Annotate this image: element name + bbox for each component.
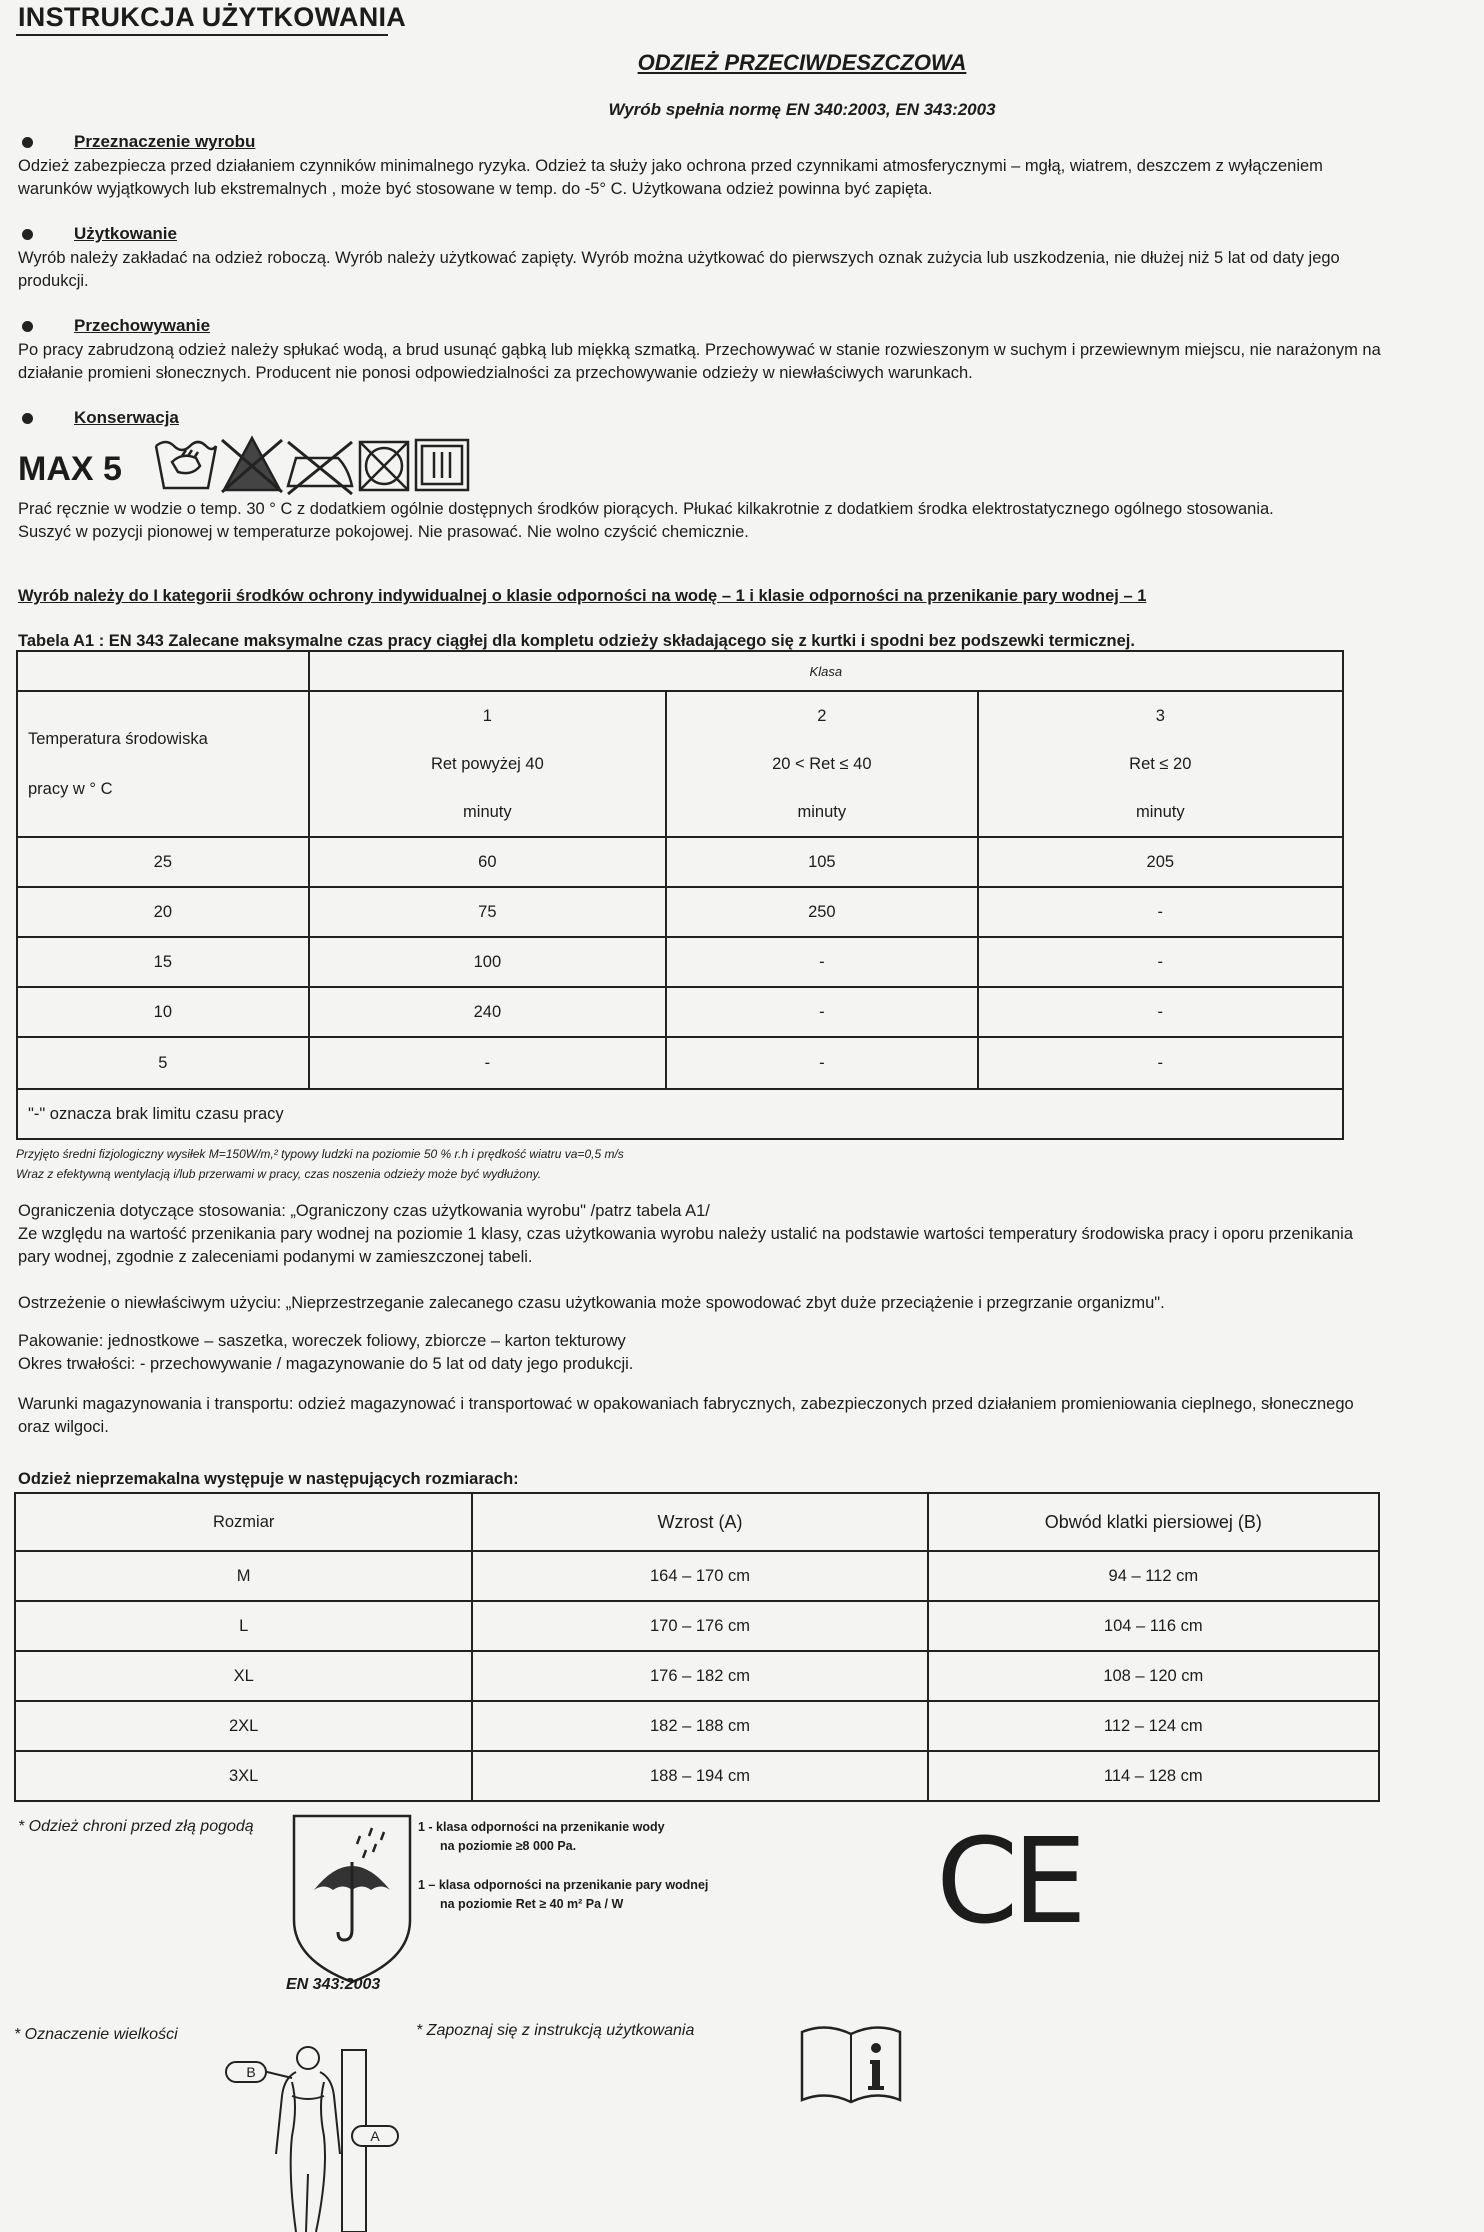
class-number: 3 (1155, 707, 1165, 725)
class-description: Ret ≤ 20 (1129, 755, 1192, 773)
text-line: na poziomie Ret ≥ 40 m² Pa / W (440, 1897, 624, 1911)
table-cell: - (978, 1037, 1343, 1089)
section-text-storage (18, 339, 1458, 385)
table-cell: 104 – 116 cm (928, 1601, 1379, 1651)
text-line: Ze względu na wartość przenikania pary wodnej na poziomie 1 klasy, czas użytkowania wyrobu należy ustalić na podstawie wartości temperatury środowiska pracy i oporu przenikania (18, 1225, 1354, 1243)
table-cell: - (978, 937, 1343, 987)
table-cell: - (978, 887, 1343, 937)
class-description: Ret powyżej 40 (430, 755, 544, 773)
max-wash-label: MAX 5 (18, 450, 122, 488)
text-line: oraz wilgoci. (18, 1418, 109, 1436)
table-row (17, 937, 1343, 987)
text-line: produkcji. (18, 272, 89, 290)
text-line: pary wodnej, zgodnie z zaleceniami podanymi w zamieszczonej tabeli. (18, 1248, 533, 1266)
table-cell: 188 – 194 cm (472, 1751, 927, 1801)
class-unit: minuty (797, 803, 847, 821)
page-header: INSTRUKCJA UŻYTKOWANIA (18, 2, 407, 32)
weather-note: * Odzież chroni przed złą pogodą (18, 1818, 254, 1835)
text-line: Prać ręcznie w wodzie o temp. 30 ° C z dodatkiem ogólnie dostępnych środków piorących. Płukać kilkakrotnie z dodatkiem środka elektrostatycznego ogólnego stosowania. (18, 500, 1274, 518)
norm-label: EN 343:2003 (286, 1976, 381, 1993)
text-line: 1 - klasa odporności na przenikanie wody (418, 1820, 665, 1834)
text-line: warunków wyjątkowych lub ekstremalnych , może być stosowane w temp. do -5° C. Użytkowana odzież powinna być zapięta. (18, 180, 933, 198)
column-header: Obwód klatki piersiowej (B) (928, 1493, 1379, 1551)
class-header (666, 691, 978, 837)
table-cell: 182 – 188 cm (472, 1701, 927, 1751)
class-number: 1 (482, 707, 492, 725)
text-line: Wyrób należy zakładać na odzież roboczą. Wyrób należy użytkować zapięty. Wyrób można użytkować do pierwszych oznak zużycia lub uszkodzenia, nie dłużej niż 5 lat od daty jego (18, 249, 1340, 267)
column-header: Rozmiar (15, 1493, 472, 1551)
table-legend: "-" oznacza brak limitu czasu pracy (17, 1089, 1343, 1139)
section-text-purpose (18, 155, 1458, 201)
table-cell: 100 (309, 937, 666, 987)
table-row (15, 1601, 1379, 1651)
table-cell: 5 (17, 1037, 309, 1089)
text-line: Odzież zabezpiecza przed działaniem czynników minimalnego ryzyka. Odzież ta służy jako ochrona przed czynnikami atmosferycznymi – mgłą, wiatrem, deszczem z wyłączeniem (18, 157, 1323, 175)
norm-subtitle: Wyrób spełnia normę EN 340:2003, EN 343:2003 (608, 100, 996, 119)
table-corner (17, 651, 309, 691)
line-dry-icon (416, 440, 468, 490)
table-cell: 94 – 112 cm (928, 1551, 1379, 1601)
table-cell: 114 – 128 cm (928, 1751, 1379, 1801)
table-cell: 20 (17, 887, 309, 937)
no-tumble-dry-icon (360, 442, 408, 490)
text-line: Pakowanie: jednostkowe – saszetka, woreczek foliowy, zbiorcze – karton tekturowy (18, 1332, 626, 1350)
table-cell: 205 (978, 837, 1343, 887)
misuse-warning: Ostrzeżenie o niewłaściwym użyciu: „Nieprzestrzeganie zalecanego czasu użytkowania może spowodować zbyt duże przeciążenie i przegrzanie organizmu". (18, 1294, 1165, 1312)
section-text-usage (18, 247, 1458, 293)
table-cell: 3XL (15, 1751, 472, 1801)
care-symbols (152, 432, 472, 498)
no-bleach-icon (222, 438, 282, 492)
table-row (17, 887, 1343, 937)
temperature-header-line: Temperatura środowiska (28, 730, 208, 748)
read-instructions-note: * Zapoznaj się z instrukcją użytkowania (416, 2022, 695, 2039)
usage-limits (18, 1200, 1458, 1269)
bullet-icon (22, 137, 33, 148)
sizes-table (14, 1492, 1380, 1802)
table-row (17, 837, 1343, 887)
size-marking-note: * Oznaczenie wielkości (14, 2026, 178, 2043)
table-cell: 2XL (15, 1701, 472, 1751)
storage-transport (18, 1393, 1458, 1439)
table-cell: XL (15, 1651, 472, 1701)
table-cell: 164 – 170 cm (472, 1551, 927, 1601)
table-cell: - (666, 937, 978, 987)
table-cell: 108 – 120 cm (928, 1651, 1379, 1701)
table-row (17, 987, 1343, 1037)
class-unit: minuty (463, 803, 512, 821)
class-header (978, 691, 1343, 837)
temperature-header-line: pracy w ° C (28, 780, 113, 798)
class-number: 2 (817, 707, 827, 725)
table-row (17, 1037, 1343, 1089)
sizes-caption: Odzież nieprzemakalna występuje w następujących rozmiarach: (18, 1470, 519, 1488)
table-cell: 105 (666, 837, 978, 887)
table-row (15, 1651, 1379, 1701)
table-cell: - (666, 1037, 978, 1089)
vapour-resistance-info (418, 1876, 708, 1914)
text-line: działanie promieni słonecznych. Producent nie ponosi odpowiedzialności za przechowywanie odzieży w niewłaściwych warunkach. (18, 364, 973, 382)
water-resistance-info (418, 1818, 665, 1856)
column-header: Wzrost (A) (472, 1493, 927, 1551)
bullet-icon (22, 321, 33, 332)
text-line: na poziomie ≥8 000 Pa. (440, 1839, 577, 1853)
text-line: Po pracy zabrudzoną odzież należy spłukać wodą, a brud usunąć gąbką lub miękką szmatką. Przechowywać w stanie rozwieszonym w suchym i przewiewnym miejscu, nie narażonym na (18, 341, 1381, 359)
klasa-header: Klasa (309, 651, 1343, 691)
table-row (15, 1701, 1379, 1751)
work-time-table (16, 650, 1344, 1140)
section-title-purpose: Przeznaczenie wyrobu (74, 132, 256, 151)
label-b: B (246, 2064, 256, 2080)
table-cell: M (15, 1551, 472, 1601)
instruction-book-icon (796, 2018, 906, 2108)
ce-mark: CE (936, 1812, 1081, 1950)
packing-info (18, 1330, 1458, 1376)
temperature-header (17, 691, 309, 837)
table-footnote: Przyjęto średni fizjologiczny wysiłek M=150W/m,² typowy ludzki na poziomie 50 % r.h i prędkość wiatru va=0,5 m/s (16, 1147, 624, 1161)
rain-protection-icon (288, 1812, 416, 1986)
table-cell: 240 (309, 987, 666, 1037)
care-text (18, 498, 1458, 544)
table-cell: 75 (309, 887, 666, 937)
table-cell: - (978, 987, 1343, 1037)
table-cell: - (309, 1037, 666, 1089)
header-underline (16, 34, 388, 36)
table-cell: 176 – 182 cm (472, 1651, 927, 1701)
table-cell: 60 (309, 837, 666, 887)
table-cell: 112 – 124 cm (928, 1701, 1379, 1751)
text-line: Suszyć w pozycji pionowej w temperaturze pokojowej. Nie prasować. Nie wolno czyścić chemicznie. (18, 523, 749, 541)
table-cell: 170 – 176 cm (472, 1601, 927, 1651)
text-line: Okres trwałości: - przechowywanie / magazynowanie do 5 lat od daty jego produkcji. (18, 1355, 634, 1373)
table-a1-caption: Tabela A1 : EN 343 Zalecane maksymalne czas pracy ciągłej dla kompletu odzieży składającego się z kurtki i spodni bez podszewki termicznej. (18, 632, 1135, 650)
class-header (309, 691, 666, 837)
table-row (15, 1751, 1379, 1801)
bullet-icon (22, 229, 33, 240)
text-line: 1 – klasa odporności na przenikanie pary wodnej (418, 1878, 709, 1892)
section-title-usage: Użytkowanie (74, 224, 177, 243)
table-header-row (15, 1493, 1379, 1551)
class-unit: minuty (1135, 803, 1185, 821)
table-cell: L (15, 1601, 472, 1651)
text-line: Warunki magazynowania i transportu: odzież magazynować i transportować w opakowaniach fabrycznych, zabezpieczonych przed działaniem promieniowania cieplnego, słonecznego (18, 1395, 1354, 1413)
table-cell: - (666, 987, 978, 1037)
bullet-icon (22, 413, 33, 424)
text-line: Ograniczenia dotyczące stosowania: „Ograniczony czas użytkowania wyrobu" /patrz tabela A1/ (18, 1202, 710, 1220)
table-cell: 250 (666, 887, 978, 937)
section-title-care: Konserwacja (74, 408, 179, 427)
table-footnote: Wraz z efektywną wentylacją i/lub przerwami w pracy, czas noszenia odzieży może być wydłużony. (16, 1167, 542, 1181)
table-cell: 15 (17, 937, 309, 987)
label-a: A (370, 2128, 380, 2144)
table-cell: 10 (17, 987, 309, 1037)
hand-wash-icon (156, 442, 216, 488)
table-row (15, 1551, 1379, 1601)
document-title: ODZIEŻ PRZECIWDESZCZOWA (637, 50, 967, 75)
table-cell: 25 (17, 837, 309, 887)
section-title-storage: Przechowywanie (74, 316, 211, 335)
no-ironing-icon (288, 442, 352, 494)
class-description: 20 < Ret ≤ 40 (772, 755, 872, 773)
category-note: Wyrób należy do I kategorii środków ochrony indywidualnej o klasie odporności na wodę – 1 i klasie odporności na przenikanie pary wodnej – 1 (18, 587, 1147, 605)
